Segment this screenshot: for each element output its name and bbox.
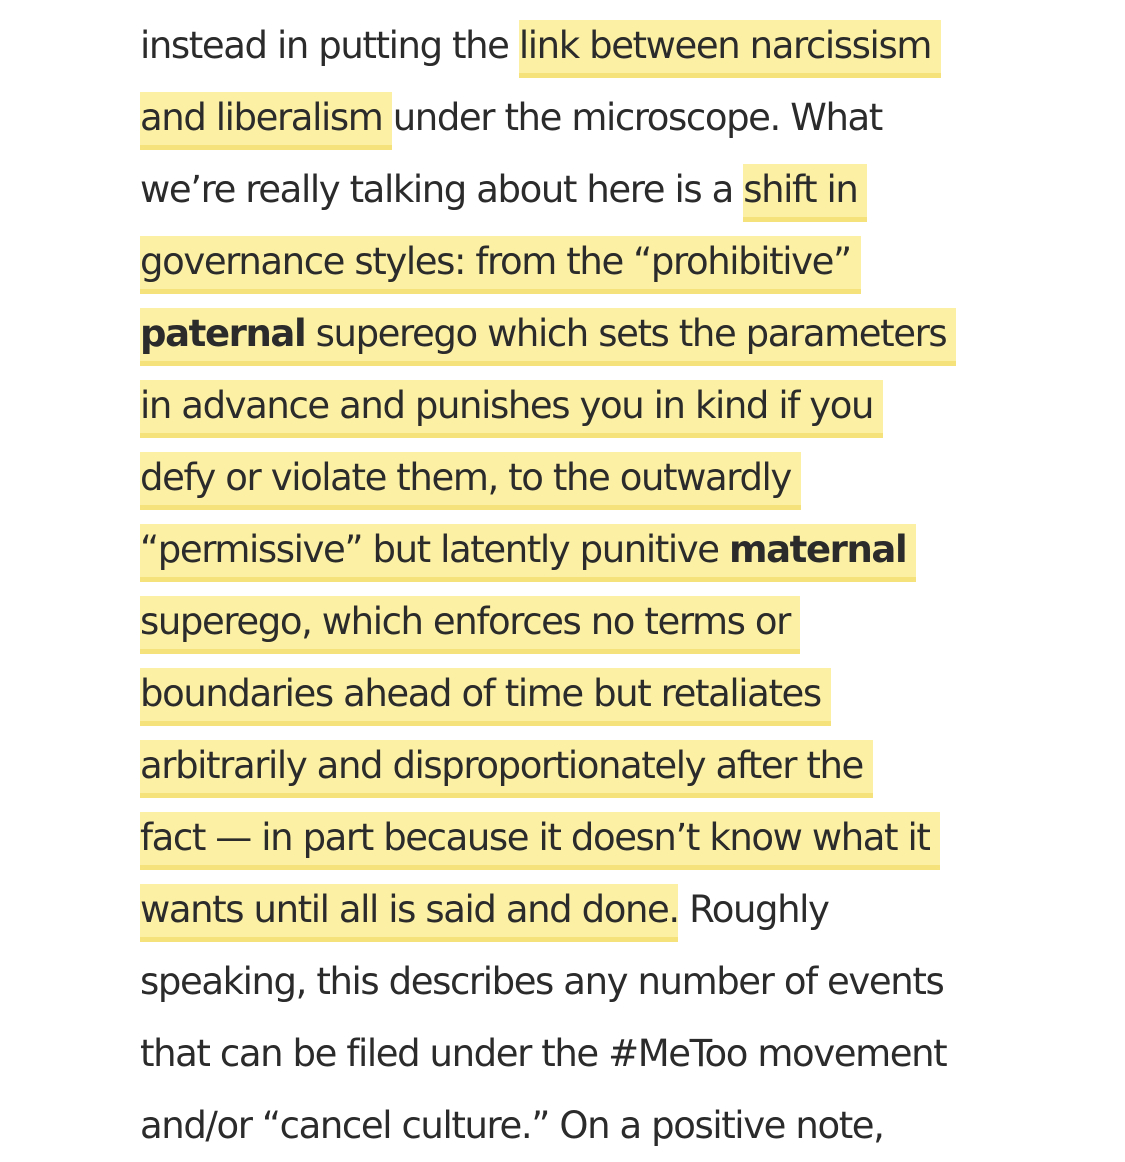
text-line bbox=[140, 586, 1125, 658]
article-body bbox=[140, 10, 1125, 1162]
highlighted-text: link between narcissism bbox=[519, 20, 941, 78]
highlighted-text: and liberalism bbox=[140, 92, 392, 150]
text-line bbox=[140, 730, 1125, 802]
text-line bbox=[140, 154, 1125, 226]
body-text: . Roughly bbox=[668, 888, 829, 931]
highlighted-text: boundaries ahead of time but retaliates bbox=[140, 668, 831, 726]
highlighted-text: maternal bbox=[729, 524, 916, 582]
text-line bbox=[140, 370, 1125, 442]
text-line bbox=[140, 802, 1125, 874]
body-text: and/or “cancel culture.” On a positive note, bbox=[140, 1104, 884, 1147]
text-line bbox=[140, 226, 1125, 298]
body-text: speaking, this describes any number of events bbox=[140, 960, 944, 1003]
text-line bbox=[140, 298, 1125, 370]
body-text: that can be filed under the #MeToo movement bbox=[140, 1032, 947, 1075]
text-line bbox=[140, 874, 1125, 946]
highlighted-text: wants until all is said and done bbox=[140, 884, 678, 942]
highlighted-text: “permissive” but latently punitive bbox=[140, 524, 739, 582]
text-line bbox=[140, 658, 1125, 730]
text-line bbox=[140, 10, 1125, 82]
highlighted-text: paternal bbox=[140, 308, 315, 366]
highlighted-text: governance styles: from the “prohibitive” bbox=[140, 236, 861, 294]
highlighted-text: in advance and punishes you in kind if you bbox=[140, 380, 883, 438]
highlighted-text: superego which sets the parameters bbox=[305, 308, 956, 366]
text-line bbox=[140, 82, 1125, 154]
text-line bbox=[140, 442, 1125, 514]
highlighted-text: arbitrarily and disproportionately after the bbox=[140, 740, 873, 798]
text-line bbox=[140, 1090, 1125, 1162]
text-line bbox=[140, 946, 1125, 1018]
highlighted-text: defy or violate them, to the outwardly bbox=[140, 452, 801, 510]
body-text: under the microscope. What bbox=[382, 96, 882, 139]
highlighted-text: fact — in part because it doesn’t know what it bbox=[140, 812, 940, 870]
body-text: we’re really talking about here is a bbox=[140, 168, 744, 211]
highlighted-text: superego, which enforces no terms or bbox=[140, 596, 800, 654]
text-line bbox=[140, 1018, 1125, 1090]
highlighted-text: shift in bbox=[743, 164, 867, 222]
body-text: instead in putting the bbox=[140, 24, 519, 67]
text-line bbox=[140, 514, 1125, 586]
